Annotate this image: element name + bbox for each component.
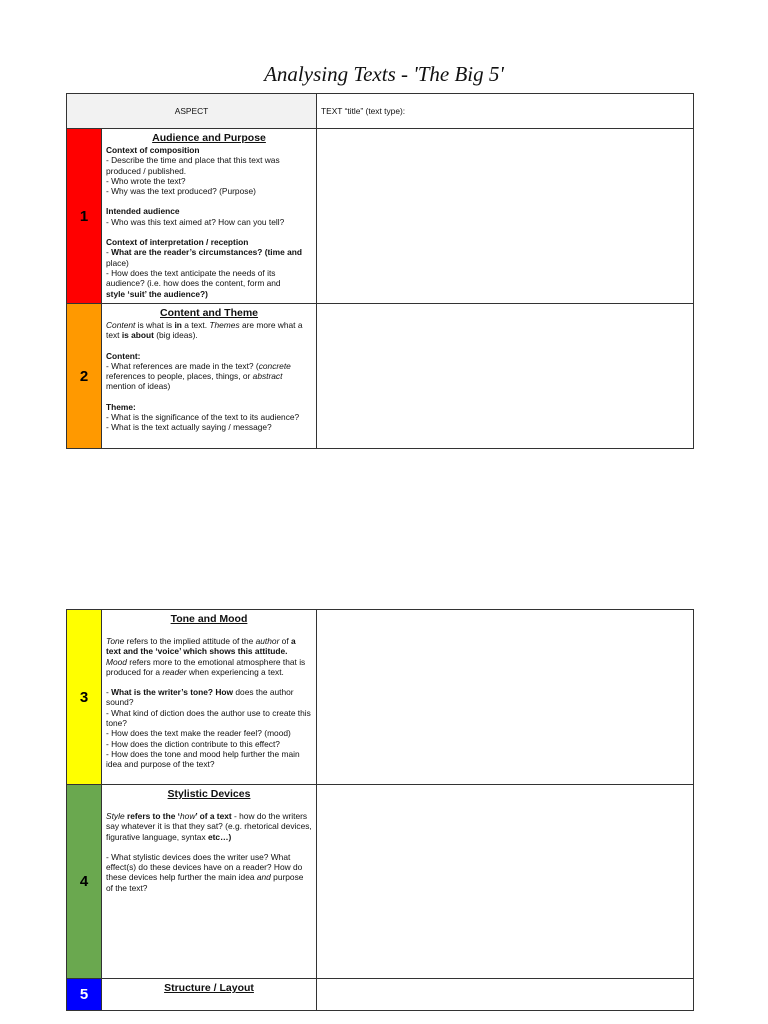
aspect-cell-1 [102, 129, 317, 304]
text-span: does the author sound? [106, 687, 294, 708]
response-cell-5[interactable] [317, 979, 694, 1011]
aspect-heading-2: Content and Theme [160, 307, 259, 319]
text-span: is about [121, 330, 154, 341]
row-audience-purpose [67, 129, 694, 304]
row-number-1: 1 [67, 129, 102, 304]
row-number-4: 4 [67, 785, 102, 979]
response-cell-1[interactable] [317, 129, 694, 304]
text-span: abstract [252, 371, 283, 382]
text-span: Content [106, 320, 136, 330]
aspect-header: ASPECT [67, 94, 317, 129]
prompt-line: - Describe the time and place that this text was produced / published. [106, 155, 280, 176]
prompt-line [106, 247, 312, 268]
header-row [67, 94, 694, 129]
text-span: - What references are made in the text? ( [106, 360, 259, 371]
prompt-line: - What is the significance of the text to its audience? [106, 412, 300, 423]
text-span: ’ of a text [195, 811, 232, 821]
aspect-cell-3 [102, 610, 317, 785]
prompt-line: style ‘suit’ the audience?) [106, 288, 208, 299]
text-span: references to people, places, things, or [106, 371, 253, 382]
label-content: Content: [106, 350, 141, 361]
text-span: Mood [106, 656, 127, 667]
aspect-heading-5: Structure / Layout [164, 982, 254, 994]
text-span: concrete [258, 360, 291, 371]
row-number-2: 2 [67, 304, 102, 449]
text-span: refers to the implied attitude of the [124, 636, 256, 646]
prompt-line [106, 852, 312, 893]
aspect-heading-1: Audience and Purpose [152, 132, 266, 144]
aspect-heading-4: Stylistic Devices [167, 788, 251, 800]
text-span: refers more to the emotional atmosphere that is produced for a [106, 656, 306, 677]
aspect-cell-2 [102, 304, 317, 449]
text-span: of [279, 636, 291, 646]
text-span: a text and the ‘voice’ which shows this attitude. [106, 636, 296, 657]
text-span: are more what a text [106, 320, 303, 341]
text-span: Style [106, 811, 125, 821]
text-span: What are the reader’s circumstances? (time and [111, 247, 302, 258]
text-span: author [255, 636, 280, 646]
big5-table-bottom [66, 609, 694, 1011]
prompt-line: - What is the text actually saying / message? [106, 422, 272, 433]
text-span: when experiencing a text. [186, 666, 284, 677]
aspect-cell-5 [102, 979, 317, 1011]
label-theme: Theme: [106, 401, 136, 412]
text-span: - What stylistic devices does the writer use? What effect(s) do these devices have on a reader? How do these devices help further the main idea [106, 851, 303, 883]
row-content-theme [67, 304, 694, 449]
text-span: etc…) [207, 831, 232, 842]
intro-text [106, 636, 312, 677]
row-number-3: 3 [67, 610, 102, 785]
big5-table-top [66, 93, 694, 449]
response-cell-3[interactable] [317, 610, 694, 785]
response-cell-2[interactable] [317, 304, 694, 449]
text-span: a text. [181, 320, 210, 330]
text-span: place) [106, 257, 129, 268]
text-span: reader [162, 666, 187, 677]
text-span: What is the writer’s tone? How [111, 687, 234, 698]
response-cell-4[interactable] [317, 785, 694, 979]
text-span: and [256, 872, 271, 883]
text-span: Tone [106, 636, 125, 646]
prompt-line: - Why was the text produced? (Purpose) [106, 186, 256, 197]
text-span: purpose of the text? [106, 872, 304, 893]
prompt-line: - What kind of diction does the author use to create this tone? [106, 707, 311, 729]
label-context-interpretation: Context of interpretation / reception [106, 237, 249, 248]
text-span: - [106, 247, 112, 258]
row-structure-layout [67, 979, 694, 1011]
intro-text [106, 811, 312, 842]
prompt-line [106, 361, 312, 392]
text-span: - how do the writers say whatever it is that they sat? (e.g. rhetorical devices, figurative language, syntax [106, 811, 312, 842]
text-span: refers to the ‘ [124, 811, 181, 821]
prompt-line: - How does the diction contribute to this effect? [106, 738, 280, 749]
text-span: mention of ideas) [106, 381, 171, 392]
prompt-line: - How does the tone and mood help further the main idea and purpose of the text? [106, 748, 300, 770]
prompt-line: - How does the text make the reader feel? (mood) [106, 728, 291, 739]
text-span: (big ideas). [153, 330, 198, 341]
text-span: how [180, 811, 196, 821]
text-span: - [106, 687, 112, 698]
label-context-composition: Context of composition [106, 145, 200, 155]
text-span: is what is [135, 320, 175, 330]
row-number-5: 5 [67, 979, 102, 1011]
text-span: in [174, 320, 182, 330]
prompt-line [106, 687, 312, 708]
prompt-line: - Who wrote the text? [106, 175, 186, 186]
prompt-line: - How does the text anticipate the needs of its audience? (i.e. how does the content, form and [106, 267, 281, 289]
row-tone-mood [67, 610, 694, 785]
page-title: Analysing Texts - 'The Big 5' [264, 62, 504, 86]
label-intended-audience: Intended audience [106, 206, 180, 217]
prompt-line: - Who was this text aimed at? How can you tell? [106, 216, 285, 227]
aspect-cell-4 [102, 785, 317, 979]
intro-text [106, 320, 312, 341]
text-span: Themes [209, 320, 240, 330]
text-header: TEXT “title” (text type): [317, 94, 694, 129]
aspect-heading-3: Tone and Mood [170, 613, 248, 625]
row-stylistic-devices [67, 785, 694, 979]
